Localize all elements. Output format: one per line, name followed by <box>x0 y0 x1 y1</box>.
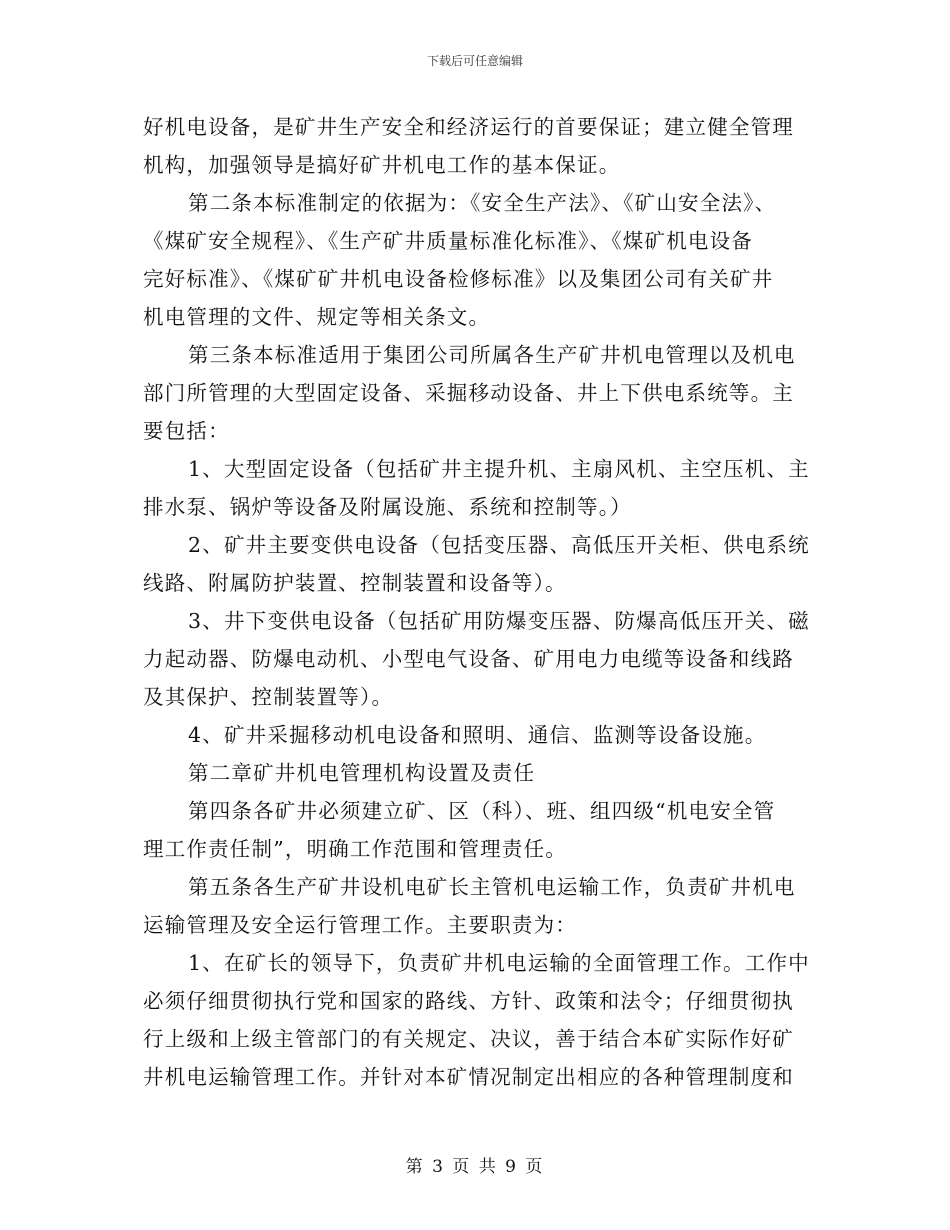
text-line: 1、在矿长的领导下，负责矿井机电运输的全面管理工作。工作中 <box>188 951 810 975</box>
text-line: 2、矿井主要变供电设备（包括变压器、高低压开关柜、供电系统 <box>188 533 810 557</box>
text-line: 力起动器、防爆电动机、小型电气设备、矿用电力电缆等设备和线路 <box>143 647 794 671</box>
text-line: 第三条本标准适用于集团公司所属各生产矿井机电管理以及机电 <box>188 343 796 367</box>
text-line: 《煤矿安全规程》、《生产矿井质量标准化标准》、《煤矿机电设备 <box>143 229 753 253</box>
text-line: 3、井下变供电设备（包括矿用防爆变压器、防爆高低压开关、磁 <box>188 609 810 633</box>
text-line: 第二章矿井机电管理机构设置及责任 <box>188 761 536 785</box>
text-line: 必须仔细贯彻执行党和国家的路线、方针、政策和法令；仔细贯彻执 <box>143 989 794 1013</box>
text-line: 及其保护、控制装置等）。 <box>143 685 394 709</box>
text-line: 好机电设备，是矿井生产安全和经济运行的首要保证；建立健全管理 <box>143 115 794 139</box>
text-line: 第五条各生产矿井设机电矿长主管机电运输工作，负责矿井机电 <box>188 875 796 899</box>
text-line: 排水泵、锅炉等设备及附属设施、系统和控制等。） <box>143 495 632 519</box>
text-line: 井机电运输管理工作。并针对本矿情况制定出相应的各种管理制度和 <box>143 1065 794 1089</box>
text-line: 机构，加强领导是搞好矿井机电工作的基本保证。 <box>143 153 621 177</box>
text-line: 要包括： <box>143 419 230 443</box>
text-line: 1、大型固定设备（包括矿井主提升机、主扇风机、主空压机、主 <box>188 457 810 481</box>
text-line: 完好标准》、《煤矿矿井机电设备检修标准》以及集团公司有关矿井 <box>143 267 774 291</box>
page-number-footer: 第 3 页 共 9 页 <box>405 1157 545 1177</box>
text-line: 第二条本标准制定的依据为：《安全生产法》、《矿山安全法》、 <box>188 191 777 215</box>
text-line: 行上级和上级主管部门的有关规定、决议，善于结合本矿实际作好矿 <box>143 1027 794 1051</box>
text-line: 理工作责任制”，明确工作范围和管理责任。 <box>143 837 567 861</box>
document-body <box>143 108 810 1096</box>
text-line: 机电管理的文件、规定等相关条文。 <box>143 305 491 329</box>
text-line: 线路、附属防护装置、控制装置和设备等）。 <box>143 571 567 595</box>
text-line: 4、矿井采掘移动机电设备和照明、通信、监测等设备设施。 <box>188 723 767 747</box>
text-line: 运输管理及安全运行管理工作。主要职责为： <box>143 913 577 937</box>
text-line: 第四条各矿井必须建立矿、区（科）、班、组四级“机电安全管 <box>188 799 776 823</box>
text-line: 部门所管理的大型固定设备、采掘移动设备、井上下供电系统等。主 <box>143 381 794 405</box>
header-note: 下载后可任意编辑 <box>426 54 523 68</box>
